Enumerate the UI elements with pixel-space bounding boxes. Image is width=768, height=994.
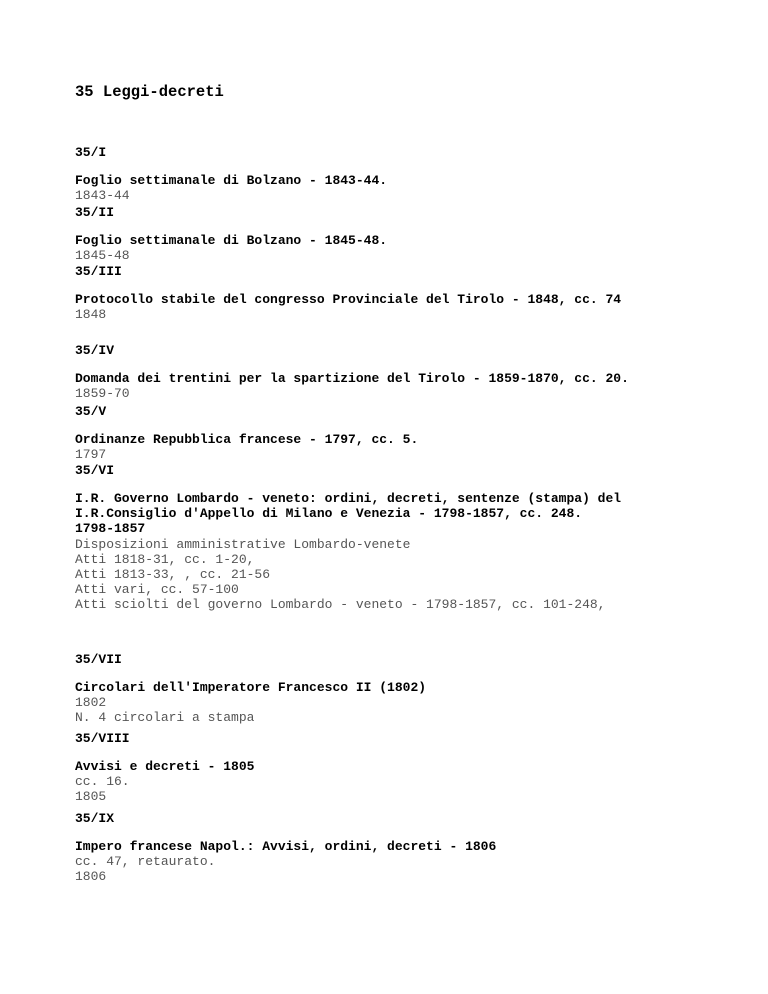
entry-detail-line: 1806 bbox=[75, 869, 107, 885]
entry-detail-line: 1802 bbox=[75, 695, 107, 711]
entry-detail-line: Atti 1813-33, , cc. 21-56 bbox=[75, 567, 271, 583]
entry-heading-line: Domanda dei trentini per la spartizione del Tirolo - 1859-1870, cc. 20. bbox=[75, 371, 629, 386]
entry-detail-line: cc. 47, retaurato. bbox=[75, 854, 216, 870]
entry-code: 35/VIII bbox=[75, 731, 130, 746]
entry-body bbox=[75, 759, 735, 805]
entry-body bbox=[75, 680, 735, 726]
entry-heading-line: Foglio settimanale di Bolzano - 1843-44. bbox=[75, 173, 388, 188]
entry-body bbox=[75, 371, 735, 401]
entry-detail-line: 1859-70 bbox=[75, 386, 130, 402]
entry-heading-line: I.R.Consiglio d'Appello di Milano e Venezia - 1798-1857, cc. 248. bbox=[75, 506, 583, 522]
archive-entry bbox=[75, 652, 735, 726]
entry-body bbox=[75, 173, 735, 203]
entry-detail-line: N. 4 circolari a stampa bbox=[75, 710, 255, 726]
entry-body bbox=[75, 233, 735, 263]
entry-heading-line: Foglio settimanale di Bolzano - 1845-48. bbox=[75, 233, 388, 248]
entry-code: 35/II bbox=[75, 205, 115, 220]
entry-code: 35/V bbox=[75, 404, 107, 419]
entry-detail-line: Disposizioni amministrative Lombardo-venete bbox=[75, 536, 411, 552]
entry-body bbox=[75, 491, 735, 613]
entry-code: 35/I bbox=[75, 145, 107, 160]
archive-entry bbox=[75, 463, 735, 613]
entry-detail-line: cc. 16. bbox=[75, 774, 130, 790]
entry-detail-line: Atti vari, cc. 57-100 bbox=[75, 582, 239, 598]
entry-heading-line: Ordinanze Repubblica francese - 1797, cc. 5. bbox=[75, 432, 419, 447]
entry-code: 35/VI bbox=[75, 463, 115, 478]
archive-entry bbox=[75, 264, 735, 322]
page-title: 35 Leggi-decreti bbox=[75, 83, 224, 101]
entry-detail-line: 1848 bbox=[75, 307, 107, 323]
entry-heading-line: I.R. Governo Lombardo - veneto: ordini, decreti, sentenze (stampa) del bbox=[75, 491, 622, 506]
entry-heading-line: Circolari dell'Imperatore Francesco II (1802) bbox=[75, 680, 427, 695]
archive-entry bbox=[75, 811, 735, 885]
entry-heading-line: 1798-1857 bbox=[75, 521, 146, 537]
archive-entry bbox=[75, 404, 735, 462]
entry-heading-line: Avvisi e decreti - 1805 bbox=[75, 759, 255, 774]
entry-code: 35/III bbox=[75, 264, 122, 279]
archive-entry bbox=[75, 731, 735, 805]
archive-entry bbox=[75, 145, 735, 203]
entry-detail-line: 1805 bbox=[75, 789, 107, 805]
archive-entry bbox=[75, 205, 735, 263]
entry-detail-line: Atti 1818-31, cc. 1-20, bbox=[75, 551, 255, 567]
entry-detail-line: Atti sciolti del governo Lombardo - veneto - 1798-1857, cc. 101-248, bbox=[75, 597, 606, 613]
entry-detail-line: 1797 bbox=[75, 447, 107, 463]
entry-code: 35/IV bbox=[75, 343, 115, 358]
entry-code: 35/IX bbox=[75, 811, 115, 826]
entry-body bbox=[75, 292, 735, 322]
entry-body bbox=[75, 432, 735, 462]
entry-detail-line: 1845-48 bbox=[75, 248, 130, 264]
entry-heading-line: Impero francese Napol.: Avvisi, ordini, decreti - 1806 bbox=[75, 839, 497, 854]
archive-entry bbox=[75, 343, 735, 401]
entry-body bbox=[75, 839, 735, 885]
entry-detail-line: 1843-44 bbox=[75, 188, 130, 204]
entry-heading-line: Protocollo stabile del congresso Provinciale del Tirolo - 1848, cc. 74 bbox=[75, 292, 622, 307]
entry-code: 35/VII bbox=[75, 652, 122, 667]
